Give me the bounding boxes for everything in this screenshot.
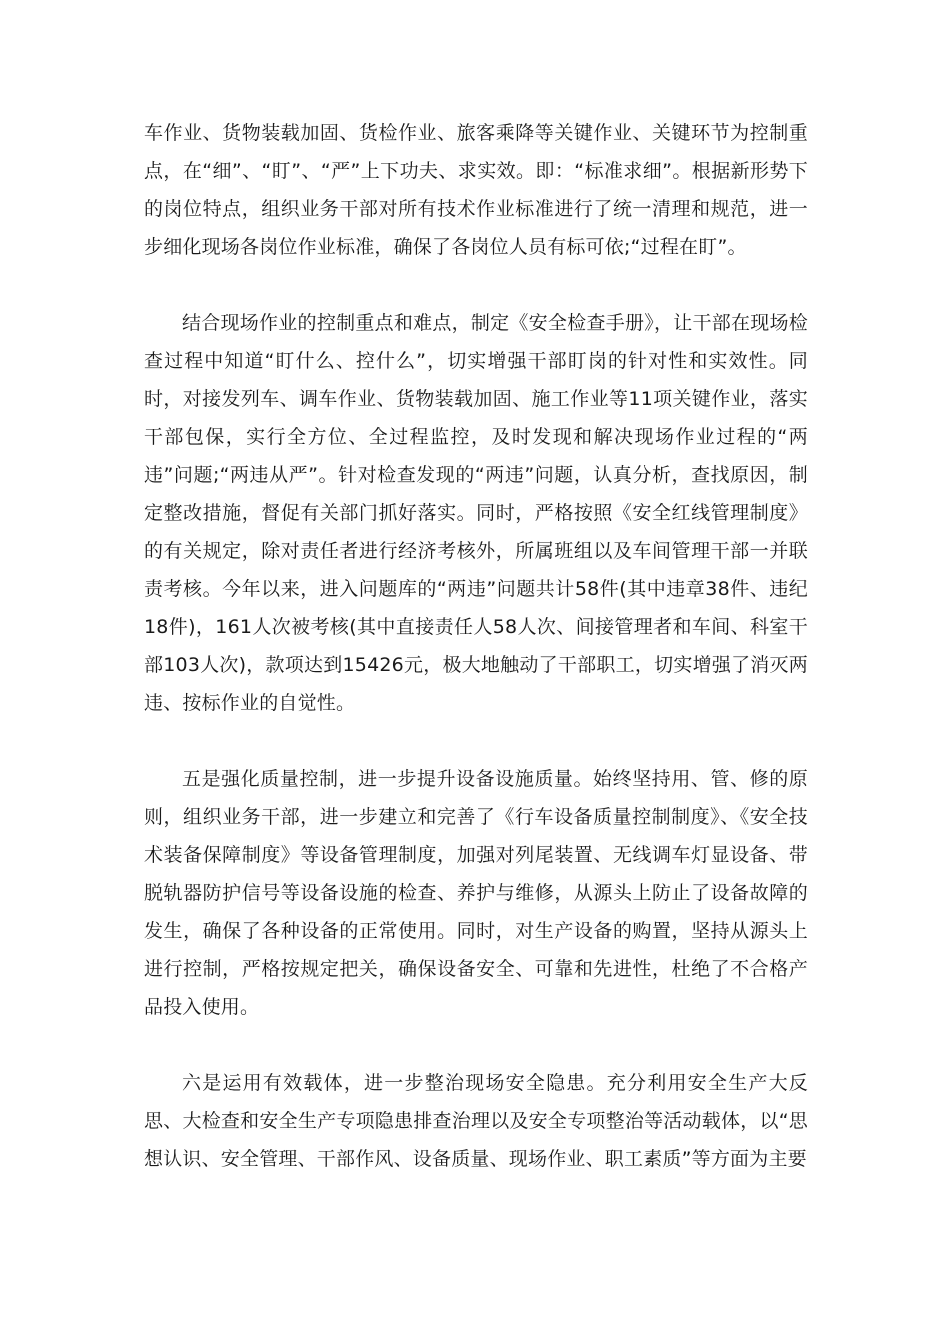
paragraph-hazard-rectification: 六是运用有效载体，进一步整治现场安全隐患。充分利用安全生产大反思、大检查和安全生产专项隐患排查治理以及安全专项整治等活动载体，以“思想认识、安全管理、干部作风、设备质量、现场作业、职工素质”等方面为主要 <box>144 1072 808 1170</box>
paragraph-quality-control: 五是强化质量控制，进一步提升设备设施质量。始终坚持用、管、修的原则，组织业务干部，进一步建立和完善了《行车设备质量控制制度》、《安全技术装备保障制度》等设备管理制度，加强对列尾装置、无线调车灯显设备、带脱轨器防护信号等设备设施的检查、养护与维修，从源头上防止了设备故障的发生，确保了各种设备的正常使用。同时，对生产设备的购置，坚持从源头上进行控制，严格按规定把关，确保设备安全、可靠和先进性，杜绝了不合格产品投入使用。 <box>144 768 808 1018</box>
paragraph-inspection-manual: 结合现场作业的控制重点和难点，制定《安全检查手册》，让干部在现场检查过程中知道“盯什么、控什么”，切实增强干部盯岗的针对性和实效性。同时，对接发列车、调车作业、货物装载加固、施工作业等11项关键作业，落实干部包保，实行全方位、全过程监控，及时发现和解决现场作业过程的“两违”问题;“两违从严”。针对检查发现的“两违”问题，认真分析，查找原因，制定整改措施，督促有关部门抓好落实。同时，严格按照《安全红线管理制度》的有关规定，除对责任者进行经济考核外，所属班组以及车间管理干部一并联责考核。今年以来，进入问题库的“两违”问题共计58件(其中违章38件、违纪18件)，161人次被考核(其中直接责任人58人次、间接管理者和车间、科室干部103人次)，款项达到15426元，极大地触动了干部职工，切实增强了消灭两违、按标作业的自觉性。 <box>144 312 808 714</box>
document-body <box>144 114 808 1216</box>
paragraph-continued: 车作业、货物装载加固、货检作业、旅客乘降等关键作业、关键环节为控制重点，在“细”、“盯”、“严”上下功夫、求实效。即：“标准求细”。根据新形势下的岗位特点，组织业务干部对所有技术作业标准进行了统一清理和规范，进一步细化现场各岗位作业标准，确保了各岗位人员有标可依;“过程在盯”。 <box>144 122 808 258</box>
